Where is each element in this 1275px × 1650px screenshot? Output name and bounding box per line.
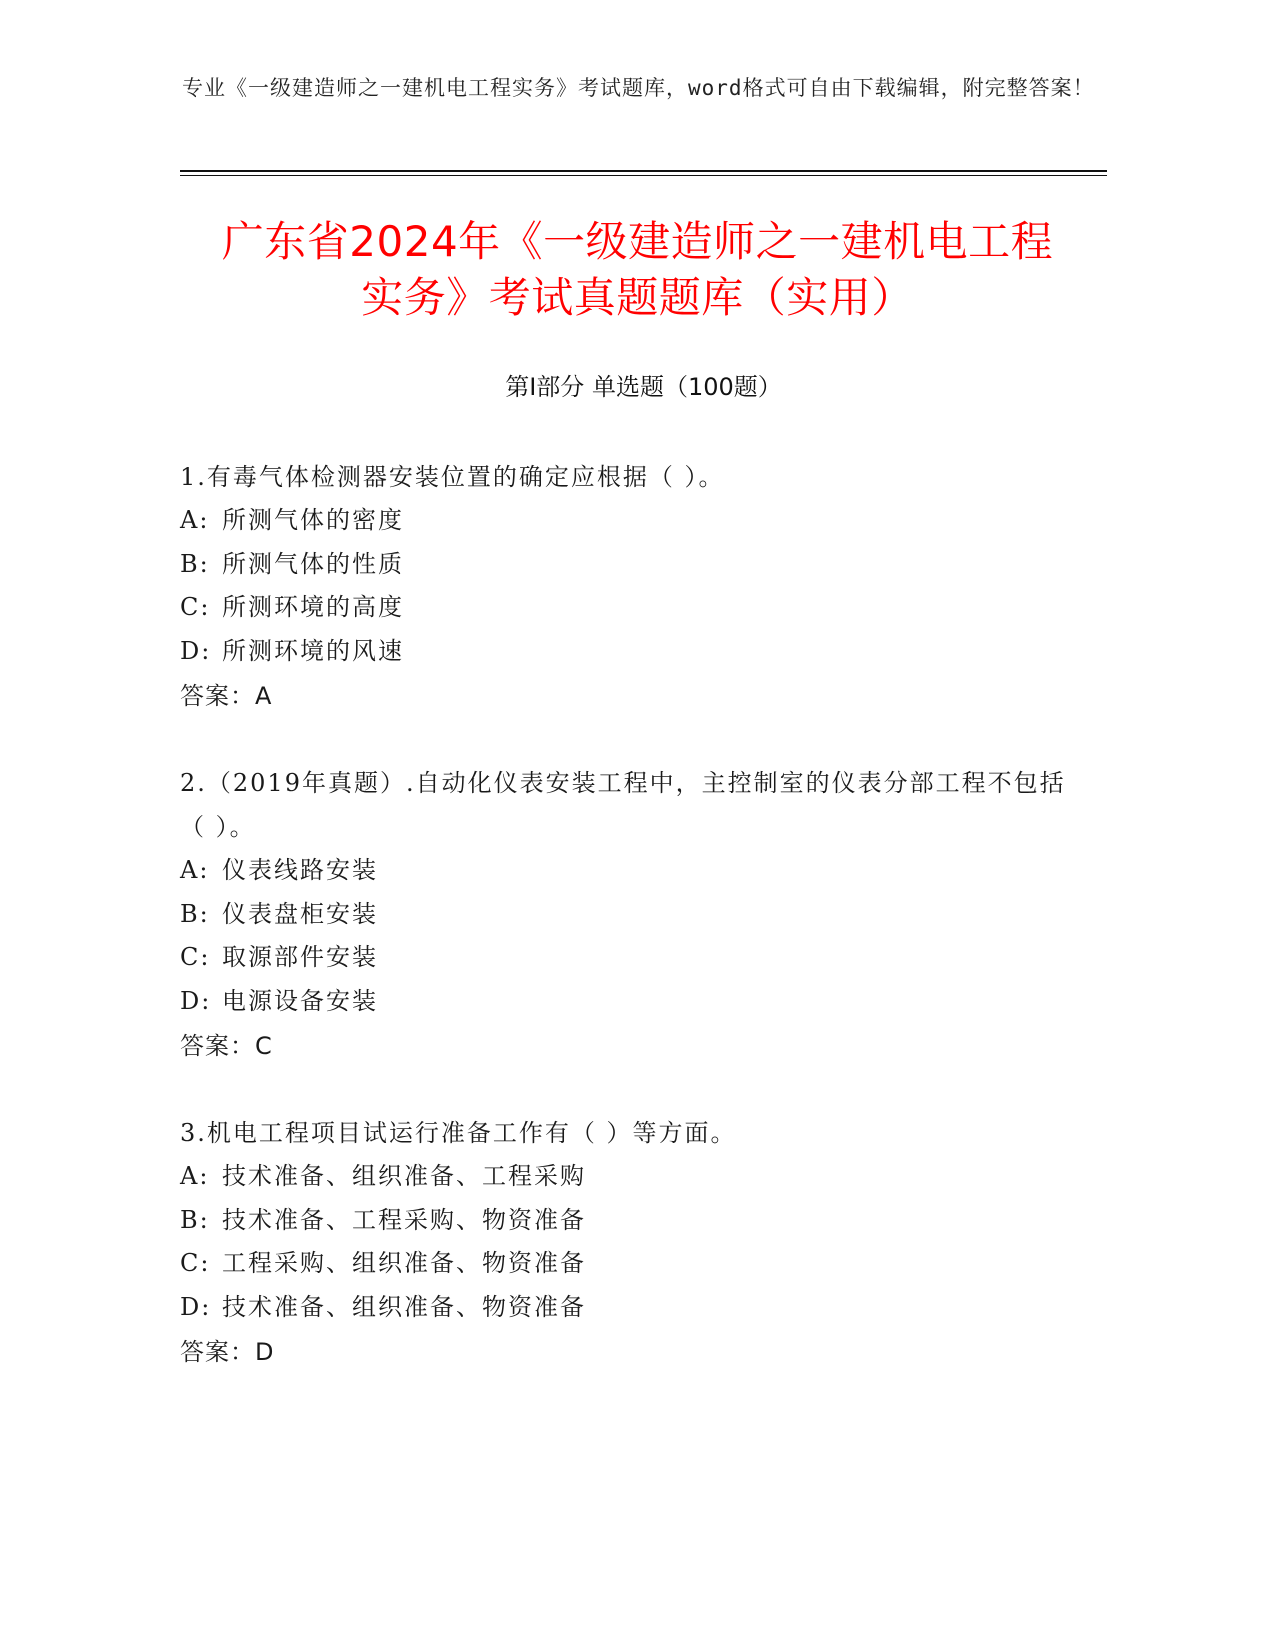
option-key: A: bbox=[180, 506, 210, 534]
option-key: A: bbox=[180, 1162, 210, 1190]
option-b bbox=[180, 893, 1080, 937]
option-key: C: bbox=[180, 593, 211, 621]
question-3 bbox=[180, 1111, 1080, 1375]
option-text: 所测气体的性质 bbox=[222, 549, 404, 578]
option-text: 技术准备、工程采购、物资准备 bbox=[222, 1205, 586, 1234]
option-text: 所测气体的密度 bbox=[222, 506, 404, 534]
option-text: 所测环境的高度 bbox=[222, 593, 404, 621]
option-a bbox=[180, 1155, 1080, 1199]
option-key: C: bbox=[180, 943, 211, 971]
option-c bbox=[180, 1242, 1080, 1286]
option-d bbox=[180, 1286, 1080, 1330]
header-rule-thin bbox=[180, 175, 1107, 176]
question-list bbox=[180, 455, 1080, 1417]
option-text: 工程采购、组织准备、物资准备 bbox=[222, 1249, 586, 1277]
option-b bbox=[180, 1199, 1080, 1243]
option-key: D: bbox=[180, 1292, 212, 1321]
question-1 bbox=[180, 455, 1080, 719]
option-text: 仪表线路安装 bbox=[222, 856, 378, 884]
option-text: 技术准备、组织准备、工程采购 bbox=[222, 1162, 586, 1190]
answer-label: 答案：A bbox=[180, 682, 273, 710]
option-key: C: bbox=[180, 1249, 211, 1277]
question-stem: 3.机电工程项目试运行准备工作有（ ）等方面。 bbox=[180, 1119, 737, 1147]
question-stem: 1.有毒气体检测器安装位置的确定应根据（ ）。 bbox=[180, 463, 725, 491]
document-title bbox=[170, 214, 1105, 326]
option-key: A: bbox=[180, 856, 210, 884]
option-c bbox=[180, 586, 1080, 630]
answer-label: 答案：D bbox=[180, 1338, 275, 1366]
option-key: B: bbox=[180, 1205, 210, 1234]
option-key: B: bbox=[180, 549, 210, 578]
option-text: 技术准备、组织准备、物资准备 bbox=[222, 1292, 586, 1321]
title-line-2: 实务》考试真题题库（实用） bbox=[361, 273, 914, 322]
option-text: 所测环境的风速 bbox=[222, 636, 404, 665]
title-line-1: 广东省2024年《一级建造师之一建机电工程 bbox=[221, 217, 1054, 266]
section-title: 第Ⅰ部分 单选题（100题） bbox=[505, 373, 782, 401]
question-2 bbox=[180, 761, 1080, 1069]
answer-label: 答案：C bbox=[180, 1032, 273, 1060]
option-a bbox=[180, 499, 1080, 543]
option-text: 电源设备安装 bbox=[222, 986, 378, 1015]
header-note: 专业《一级建造师之一建机电工程实务》考试题库，word格式可自由下载编辑，附完整答案！ bbox=[182, 76, 1095, 100]
option-d bbox=[180, 630, 1080, 674]
option-text: 仪表盘柜安装 bbox=[222, 899, 378, 928]
option-key: D: bbox=[180, 636, 212, 665]
option-key: B: bbox=[180, 899, 210, 928]
option-b bbox=[180, 543, 1080, 587]
option-a bbox=[180, 849, 1080, 893]
option-text: 取源部件安装 bbox=[222, 943, 378, 971]
header-rule-thick bbox=[180, 170, 1107, 172]
option-c bbox=[180, 936, 1080, 980]
option-key: D: bbox=[180, 986, 212, 1015]
question-stem: 2.（2019年真题）.自动化仪表安装工程中，主控制室的仪表分部工程不包括（ ）。 bbox=[180, 769, 1066, 841]
option-d bbox=[180, 980, 1080, 1024]
